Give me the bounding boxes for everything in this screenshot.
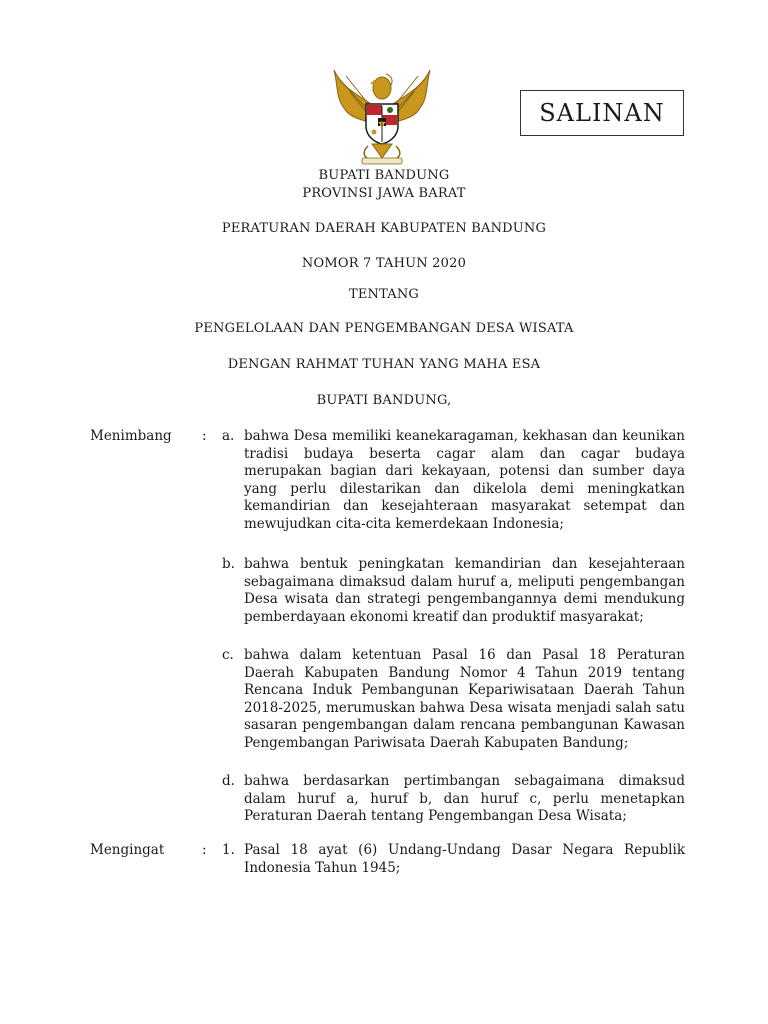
- mengingat-label: Mengingat: [90, 842, 165, 858]
- regulation-subject: PENGELOLAAN DAN PENGEMBANGAN DESA WISATA: [194, 321, 574, 336]
- menimbang-item-c-mark: c.: [222, 647, 234, 663]
- menimbang-item-c-text: bahwa dalam ketentuan Pasal 16 dan Pasal 18 Peraturan Daerah Kabupaten Bandung Nomor 4 Tahun 2019 tentang Rencana Induk Pembangunan Kepariwisataan Daerah Tahun 2018-2025, merumuskan bahwa Desa wisata menjadi salah satu sasaran pengembangan dalam rencana pembangunan Kawasan Pengembangan Pariwisata Daerah Kabupaten Bandung;: [244, 647, 685, 751]
- issuer-line: BUPATI BANDUNG,: [316, 393, 452, 408]
- salinan-stamp: SALINAN: [520, 90, 684, 136]
- issuer-title: BUPATI BANDUNG: [318, 168, 450, 183]
- mengingat-item-1-mark: 1.: [222, 842, 235, 858]
- menimbang-item-b-text: bahwa bentuk peningkatan kemandirian dan kesejahteraan sebagaimana dimaksud dalam huruf a, meliputi pengembangan Desa wisata dan strategi pengembangannya demi mendukung pemberdayaan ekonomi kreatif dan produktif masyarakat;: [244, 556, 685, 625]
- invocation-line: DENGAN RAHMAT TUHAN YANG MAHA ESA: [227, 357, 541, 372]
- menimbang-item-d-text: bahwa berdasarkan pertimbangan sebagaimana dimaksud dalam huruf a, huruf b, dan huruf c, perlu menetapkan Peraturan Daerah tentang Pengembangan Desa Wisata;: [244, 773, 685, 825]
- menimbang-item-a-mark: a.: [222, 428, 235, 444]
- regulation-title: PERATURAN DAERAH KABUPATEN BANDUNG: [221, 221, 547, 236]
- province-title: PROVINSI JAWA BARAT: [302, 186, 466, 201]
- menimbang-label: Menimbang: [90, 428, 172, 444]
- menimbang-colon: :: [202, 428, 207, 444]
- menimbang-item-b-mark: b.: [222, 556, 235, 572]
- menimbang-item-d-mark: d.: [222, 773, 235, 789]
- garuda-emblem-icon: [330, 66, 434, 166]
- menimbang-item-a-text: bahwa Desa memiliki keanekaragaman, kekhasan dan keunikan tradisi budaya beserta cagar alam dan cagar budaya merupakan bagian dari kekayaan, potensi dan sumber daya yang perlu dilestarikan dan dikelola demi meningkatkan kemandirian dan kesejahteraan masyarakat setempat dan mewujudkan cita-cita kemerdekaan Indonesia;: [244, 428, 685, 532]
- mengingat-item-1-text: Pasal 18 ayat (6) Undang-Undang Dasar Negara Republik Indonesia Tahun 1945;: [244, 842, 685, 876]
- mengingat-colon: :: [202, 842, 207, 858]
- regulation-number: NOMOR 7 TAHUN 2020: [301, 256, 467, 271]
- about-heading: TENTANG: [348, 287, 420, 302]
